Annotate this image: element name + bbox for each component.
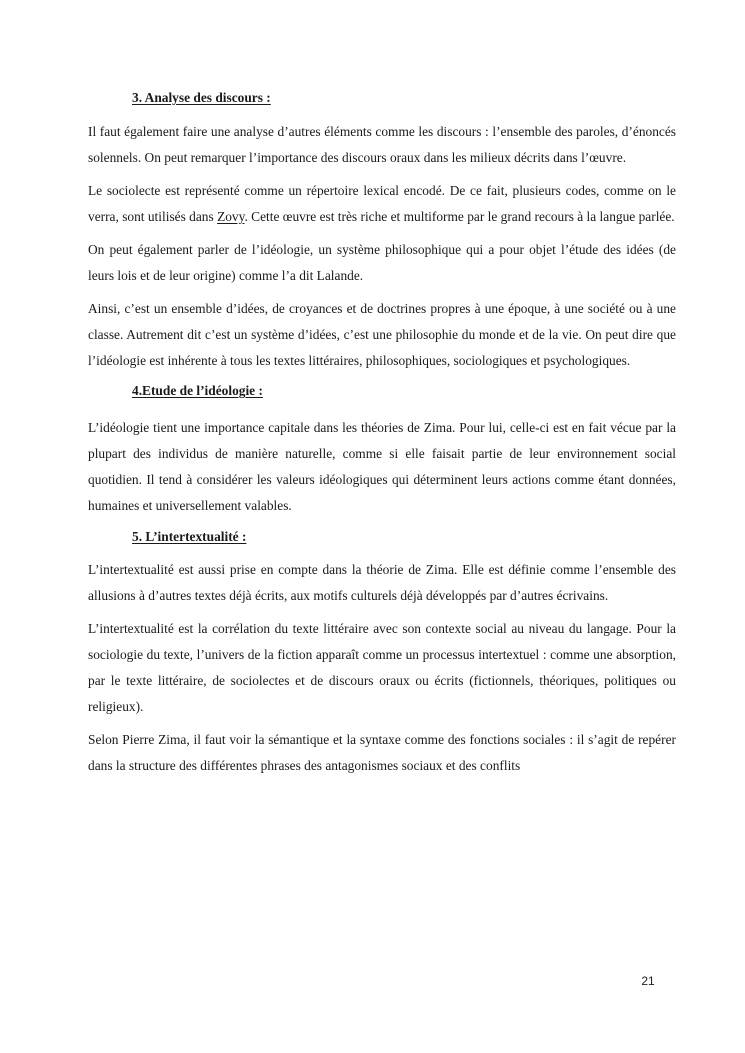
paragraph-ideologie-zima: L’idéologie tient une importance capitale dans les théories de Zima. Pour lui, celle-ci est en fait vécue par la plupart des individus de manière naturelle, comme si elle faisait partie de leur environnement social quotidien. Il tend à considérer les valeurs idéologiques qui déterminent leurs actions comme étant données, humaines et universellement valables. <box>88 420 676 513</box>
paragraph-sociolecte-part2: . Cette œuvre est très riche et multiforme par le grand recours à la langue parlée. <box>244 209 675 224</box>
paragraph-intertextualite-correlation: L’intertextualité est la corrélation du texte littéraire avec son contexte social au niveau du langage. Pour la sociologie du texte, l’univers de la fiction apparaît comme un processus intertextuel : comme une absorption, par le texte littéraire, de sociolectes et de discours oraux ou écrits (fictionnels, théoriques, politiques ou religieux). <box>88 621 676 714</box>
paragraph-discours: Il faut également faire une analyse d’autres éléments comme les discours : l’ensemble des paroles, d’énoncés solennels. On peut remarquer l’importance des discours oraux dans les milieux décrits dans l’œuvre. <box>88 124 676 165</box>
section-heading-etude-ideologie: 4.Etude de l’idéologie : <box>132 383 263 398</box>
section-heading-analyse-discours: 3. Analyse des discours : <box>132 90 271 105</box>
paragraph-sociolecte-part1: Le sociolecte est représenté comme un répertoire lexical encodé. De ce fait, plusieurs codes, comme on le verra, sont utilisés dans <box>88 183 676 224</box>
work-title-zovy: Zovy <box>217 209 245 224</box>
page-number: 21 <box>641 974 655 988</box>
section-heading-intertextualite: 5. L’intertextualité : <box>132 529 247 544</box>
paragraph-intertextualite-definition: L’intertextualité est aussi prise en compte dans la théorie de Zima. Elle est définie comme l’ensemble des allusions à d’autres textes déjà écrits, aux motifs culturels déjà développés par d’autres écrivains. <box>88 562 676 603</box>
paragraph-ideologie-lalande: On peut également parler de l’idéologie, un système philosophique qui a pour objet l’étude des idées (de leurs lois et de leur origine) comme l’a dit Lalande. <box>88 242 676 283</box>
paragraph-ideologie-definition: Ainsi, c’est un ensemble d’idées, de croyances et de doctrines propres à une époque, à une société ou à une classe. Autrement dit c’est un système d’idées, c’est une philosophie du monde et de la vie. On peut dire que l’idéologie est inhérente à tous les textes littéraires, philosophiques, sociologiques et psychologiques. <box>88 301 676 368</box>
paragraph-semantique-syntaxe: Selon Pierre Zima, il faut voir la sémantique et la syntaxe comme des fonctions sociales : il s’agit de repérer dans la structure des différentes phrases des antagonismes sociaux et des conflits <box>88 732 676 773</box>
document-page <box>88 88 676 779</box>
paragraph-sociolecte <box>88 178 676 230</box>
